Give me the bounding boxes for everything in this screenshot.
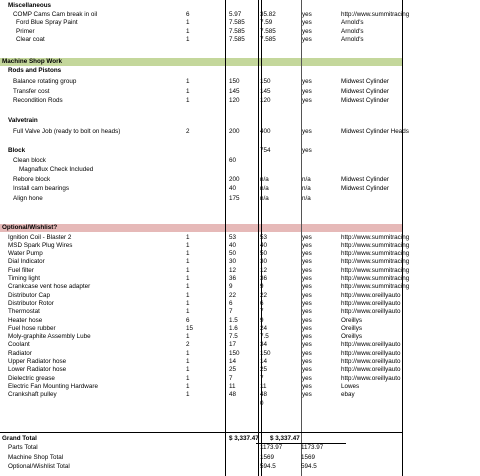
item-price: 36 — [229, 275, 237, 282]
item-name: Coolant — [8, 341, 30, 349]
grand-total-rule — [0, 432, 402, 433]
item-vendor: http://www.oreillyauto — [341, 374, 401, 382]
item-qty: 1 — [186, 308, 190, 316]
table-row — [0, 166, 480, 174]
table-row — [0, 147, 480, 155]
table-row — [0, 283, 480, 291]
item-total: 22 — [260, 291, 268, 299]
item-purchased: yes — [302, 316, 312, 324]
item-vendor: http://www.summitracing — [341, 283, 410, 291]
item-name: Distributor Rotor — [8, 299, 54, 307]
item-total: 6 — [260, 299, 264, 307]
item-name: Thermostat — [8, 308, 40, 316]
table-row — [0, 19, 480, 27]
item-price: 22 — [229, 291, 237, 299]
table-row — [0, 325, 480, 333]
table-row — [0, 78, 480, 86]
table-row — [0, 358, 480, 366]
item-price: 7.585 — [229, 36, 245, 43]
parts-total-value: 1173.97 — [301, 444, 324, 451]
item-name: Dielectric grease — [8, 374, 55, 382]
table-row — [0, 195, 480, 203]
section-title-miscellaneous: Miscellaneous — [8, 1, 52, 9]
item-vendor: http://www.summitracing — [341, 266, 410, 274]
item-name: Install cam bearings — [13, 185, 69, 192]
item-qty: 1 — [186, 349, 190, 357]
item-price: 50 — [229, 250, 237, 258]
item-vendor: http://www.oreillyauto — [341, 366, 401, 374]
item-total: 24 — [260, 324, 268, 332]
item-total: 150 — [260, 349, 271, 357]
item-purchased: yes — [302, 358, 312, 365]
item-name: Ignition Coil - Blaster 2 — [8, 233, 72, 241]
parts-total-row — [0, 444, 480, 452]
item-vendor: Arnold's — [341, 36, 364, 43]
table-row — [0, 391, 480, 399]
machine-total-label: Machine Shop Total — [8, 453, 64, 461]
item-total: 40 — [260, 241, 268, 249]
optional-total-row — [0, 463, 480, 471]
item-total: n/a — [260, 175, 269, 183]
item-price: 150 — [229, 78, 240, 85]
item-purchased: yes — [302, 283, 312, 291]
item-qty: 1 — [186, 27, 190, 35]
machine-total-row — [0, 454, 480, 462]
subsection-title-block: Block — [8, 147, 26, 154]
item-price: 30 — [229, 258, 237, 266]
table-row — [0, 300, 480, 308]
item-price: 120 — [229, 97, 240, 104]
item-purchased: yes — [302, 391, 312, 399]
item-price: 7 — [229, 374, 233, 382]
item-price: 7.5 — [229, 333, 238, 341]
section-title-machine-shop: Machine Shop Work — [2, 57, 63, 65]
table-row — [0, 128, 480, 136]
item-total: 7.585 — [260, 27, 276, 35]
item-price: 175 — [229, 194, 240, 202]
item-total: 50 — [260, 250, 268, 258]
item-purchased: yes — [302, 374, 312, 382]
item-price: 60 — [229, 156, 237, 164]
item-vendor: Arnold's — [341, 27, 364, 35]
item-vendor: http://www.oreillyauto — [341, 291, 401, 299]
item-name: Transfer cost — [13, 87, 50, 95]
item-qty: 6 — [186, 316, 190, 324]
item-name: Clean block — [13, 156, 46, 164]
item-purchased: yes — [302, 19, 312, 26]
item-name: COMP Cams Cam break in oil — [13, 10, 98, 18]
item-name: Distributor Cap — [8, 291, 50, 299]
item-name: Timing light — [8, 275, 40, 282]
item-purchased: n/a — [302, 194, 311, 202]
item-vendor: http://www.summitracing — [341, 10, 410, 18]
item-name: Balance rotating group — [13, 78, 77, 85]
item-price: 11 — [229, 382, 236, 390]
item-name: Crankcase vent hose adapter — [8, 283, 91, 291]
item-total: 25 — [260, 366, 268, 374]
item-qty: 6 — [186, 10, 190, 18]
item-purchased: n/a — [302, 175, 311, 183]
table-row — [0, 292, 480, 300]
item-price: 7 — [229, 308, 233, 316]
item-qty: 1 — [186, 333, 190, 341]
item-qty: 1 — [186, 358, 190, 365]
item-purchased: yes — [302, 266, 312, 274]
item-purchased: yes — [302, 27, 312, 35]
optional-total-price: 594.5 — [260, 463, 276, 470]
table-row — [0, 176, 480, 184]
item-qty: 1 — [186, 97, 190, 104]
item-name: Heater hose — [8, 316, 43, 324]
table-row — [0, 341, 480, 349]
item-name: Magnaflux Check Included — [19, 166, 94, 173]
item-purchased: yes — [302, 299, 312, 307]
item-name: MSD Spark Plug Wires — [8, 241, 73, 249]
item-vendor: Midwest Cylinder — [341, 175, 389, 183]
item-name: Lower Radiator hose — [8, 366, 67, 374]
item-total: 12 — [260, 266, 268, 274]
item-vendor: Oreillys — [341, 316, 362, 324]
table-row — [0, 242, 480, 250]
item-purchased: n/a — [302, 185, 311, 192]
item-total: n/a — [260, 185, 269, 192]
item-name: Align hone — [13, 194, 43, 202]
item-name: Electric Fan Mounting Hardware — [8, 382, 98, 390]
parts-total-label: Parts Total — [8, 444, 38, 451]
table-row — [0, 258, 480, 266]
item-vendor: Midwest Cylinder — [341, 87, 389, 95]
item-vendor: http://www.oreillyauto — [341, 341, 401, 349]
item-name: Fuel hose rubber — [8, 324, 56, 332]
item-price: 14 — [229, 358, 237, 365]
table-row — [0, 234, 480, 242]
item-purchased: yes — [302, 333, 312, 341]
item-qty: 2 — [186, 127, 190, 135]
item-qty: 1 — [186, 374, 190, 382]
item-name: Primer — [16, 27, 35, 35]
item-price: 200 — [229, 127, 240, 135]
item-purchased: yes — [302, 36, 312, 43]
table-row — [0, 383, 480, 391]
table-row — [0, 36, 480, 44]
item-total: 9 — [260, 283, 264, 291]
item-qty: 1 — [186, 299, 190, 307]
item-qty: 1 — [186, 78, 190, 85]
item-qty: 1 — [186, 233, 190, 241]
item-price: 200 — [229, 175, 240, 183]
item-price: 17 — [229, 341, 237, 349]
item-qty: 1 — [186, 366, 190, 374]
item-vendor: http://www.summitracing — [341, 275, 410, 282]
item-price: 48 — [229, 391, 237, 399]
item-total: 7.59 — [260, 19, 273, 26]
item-qty: 15 — [186, 324, 194, 332]
item-name: Recondition Rods — [13, 97, 63, 104]
item-purchased: yes — [302, 258, 312, 266]
item-name: Rebore block — [13, 175, 51, 183]
item-purchased: yes — [302, 291, 312, 299]
item-vendor: http://www.oreillyauto — [341, 358, 401, 365]
table-row — [0, 375, 480, 383]
item-qty: 1 — [186, 391, 190, 399]
item-total: 754 — [260, 147, 271, 154]
item-vendor: Lowes — [341, 382, 360, 390]
item-vendor: Midwest Cylinder — [341, 97, 389, 104]
item-vendor: Midwest Cylinder Heads — [341, 127, 409, 135]
table-row — [0, 317, 480, 325]
item-price: 25 — [229, 366, 237, 374]
item-purchased: yes — [302, 78, 312, 85]
item-vendor: http://www.summitracing — [341, 250, 410, 258]
table-row — [0, 267, 480, 275]
item-vendor: http://www.summitracing — [341, 233, 410, 241]
item-vendor: Midwest Cylinder — [341, 78, 389, 85]
item-total: 30 — [260, 258, 268, 266]
item-vendor: http://www.summitracing — [341, 258, 410, 266]
table-row — [0, 333, 480, 341]
item-total: 9 — [260, 316, 264, 324]
table-row — [0, 366, 480, 374]
item-qty: 1 — [186, 275, 190, 282]
item-qty: 1 — [186, 258, 190, 266]
parts-total-price: 1173.97 — [260, 444, 283, 451]
table-row — [0, 185, 480, 193]
item-total: 0 — [260, 399, 264, 407]
item-price: 7.585 — [229, 27, 245, 35]
table-row — [0, 11, 480, 19]
item-total: 53 — [260, 233, 268, 241]
item-price: 9 — [229, 283, 233, 291]
item-name: Full Valve Job (ready to bolt on heads) — [13, 127, 121, 135]
item-total: 7.5 — [260, 333, 269, 341]
machine-total-price: 1569 — [260, 453, 275, 461]
item-name: Moly-graphite Assembly Lube — [8, 333, 91, 341]
item-qty: 1 — [186, 19, 190, 26]
item-purchased: yes — [302, 233, 312, 241]
item-name: Water Pump — [8, 250, 43, 258]
item-vendor: http://www.oreillyauto — [341, 349, 401, 357]
item-qty: 1 — [186, 36, 190, 43]
table-row — [0, 350, 480, 358]
item-total: 35.82 — [260, 10, 276, 18]
item-total: 120 — [260, 97, 271, 104]
item-total: 34 — [260, 341, 268, 349]
item-qty: 1 — [186, 250, 190, 258]
item-purchased: yes — [302, 10, 312, 18]
item-price: 5.97 — [229, 10, 242, 18]
item-total: 400 — [260, 127, 271, 135]
table-row — [0, 308, 480, 316]
machine-total-value: 1569 — [301, 453, 316, 461]
table-row — [0, 88, 480, 96]
item-total: 7.585 — [260, 36, 276, 43]
item-vendor: http://www.oreillyauto — [341, 308, 401, 316]
item-vendor: Midwest Cylinder — [341, 185, 389, 192]
item-purchased: yes — [302, 341, 312, 349]
item-total: 7 — [260, 308, 264, 316]
item-name: Radiator — [8, 349, 32, 357]
item-name: Fuel filter — [8, 266, 34, 274]
item-purchased: yes — [302, 382, 312, 390]
item-purchased: yes — [302, 87, 312, 95]
item-purchased: yes — [302, 349, 312, 357]
table-row — [0, 400, 480, 408]
item-qty: 1 — [186, 291, 190, 299]
item-total: 48 — [260, 391, 268, 399]
item-purchased: yes — [302, 97, 312, 104]
subsection-title-rods: Rods and Pistons — [8, 67, 62, 74]
item-price: 1.5 — [229, 316, 238, 324]
item-qty: 1 — [186, 266, 190, 274]
item-total: 7 — [260, 374, 264, 382]
item-qty: 1 — [186, 283, 190, 291]
item-vendor: Oreillys — [341, 324, 362, 332]
item-vendor: Arnold's — [341, 19, 364, 26]
item-vendor: Oreillys — [341, 333, 362, 341]
item-purchased: yes — [302, 241, 312, 249]
grand-total-row — [0, 435, 480, 443]
item-qty: 1 — [186, 87, 190, 95]
item-price: 12 — [229, 266, 237, 274]
grand-total-value: $ 3,337.47 — [270, 434, 300, 442]
item-total: 11 — [260, 382, 267, 390]
item-price: 7.585 — [229, 19, 245, 26]
item-total: 150 — [260, 78, 271, 85]
item-price: 145 — [229, 87, 240, 95]
table-row — [0, 275, 480, 283]
item-purchased: yes — [302, 147, 312, 154]
item-vendor: http://www.oreillyauto — [341, 299, 401, 307]
item-name: Crankshaft pulley — [8, 391, 57, 399]
section-title-optional: Optional/Wishlist? — [2, 224, 58, 231]
item-purchased: yes — [302, 324, 312, 332]
item-vendor: ebay — [341, 391, 355, 399]
optional-total-label: Optional/Wishlist Total — [8, 463, 70, 470]
optional-total-value: 594.5 — [301, 463, 317, 470]
item-purchased: yes — [302, 308, 312, 316]
item-total: 36 — [260, 275, 268, 282]
table-row — [0, 28, 480, 36]
item-purchased: yes — [302, 127, 312, 135]
item-price: 40 — [229, 241, 237, 249]
item-price: 53 — [229, 233, 237, 241]
item-price: 40 — [229, 185, 237, 192]
item-price: 1.6 — [229, 324, 238, 332]
item-name: Dial Indicator — [8, 258, 45, 266]
table-row — [0, 157, 480, 165]
item-total: 145 — [260, 87, 271, 95]
subsection-title-valvetrain: Valvetrain — [8, 117, 38, 124]
item-name: Ford Blue Spray Paint — [16, 19, 78, 26]
grand-total-price: $ 3,337.47 — [229, 434, 259, 442]
item-price: 150 — [229, 349, 240, 357]
table-row — [0, 250, 480, 258]
item-vendor: http://www.summitracing — [341, 241, 410, 249]
item-qty: 2 — [186, 341, 190, 349]
item-purchased: yes — [302, 275, 312, 282]
item-qty: 1 — [186, 241, 190, 249]
item-purchased: yes — [302, 250, 312, 258]
grand-total-label: Grand Total — [2, 434, 37, 442]
table-row — [0, 97, 480, 105]
item-total: 14 — [260, 358, 268, 365]
item-qty: 1 — [186, 382, 190, 390]
item-name: Clear coat — [16, 36, 45, 43]
item-purchased: yes — [302, 366, 312, 374]
item-total: n/a — [260, 194, 269, 202]
item-price: 6 — [229, 299, 233, 307]
item-name: Upper Radiator hose — [8, 358, 67, 365]
